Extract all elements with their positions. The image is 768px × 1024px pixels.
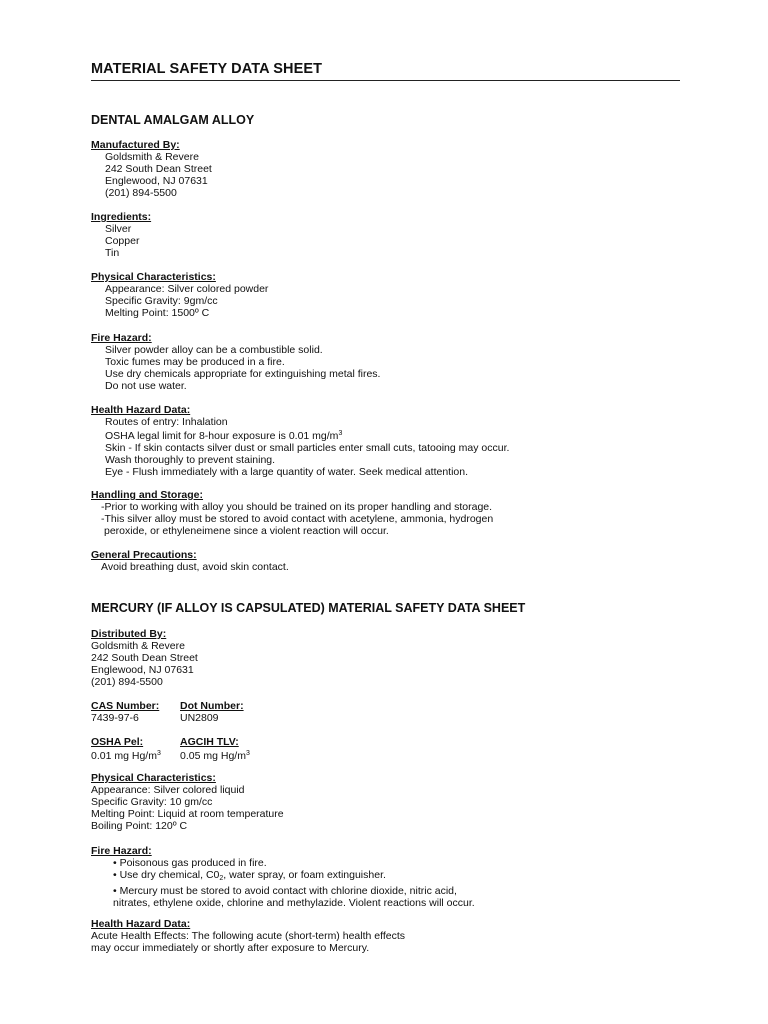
superscript: 3 [156,750,161,757]
ingredient-item: Copper [105,235,140,247]
physical-line: Specific Gravity: 9gm/cc [105,295,218,307]
dot-number-label: Dot Number: [180,700,244,712]
osha-pel-value [91,748,161,762]
fire-line: • Mercury must be stored to avoid contact with chlorine dioxide, nitric acid, [113,885,457,897]
health-line: Eye - Flush immediately with a large quantity of water. Seek medical attention. [105,466,469,478]
health-line: may occur immediately or shortly after exposure to Mercury. [91,942,370,954]
osha-agcih-block [91,736,391,762]
fire-line [91,869,475,885]
fire-text: , water spray, or foam extinguisher. [223,869,386,881]
health-line: Acute Health Effects: The following acute (short-term) health effects [91,930,405,942]
alloy-physical-block [91,271,268,319]
agcih-tlv-label: AGCIH TLV: [180,736,239,748]
handling-storage-label: Handling and Storage: [91,489,204,501]
ingredients-label: Ingredients: [91,211,152,223]
cas-number-value: 7439-97-6 [91,712,139,724]
mercury-heading: MERCURY (IF ALLOY IS CAPSULATED) MATERIAL SAFETY DATA SHEET [91,601,526,615]
physical-line: Specific Gravity: 10 gm/cc [91,796,213,808]
distributor-line: Englewood, NJ 07631 [91,664,194,676]
cas-number-label: CAS Number: [91,700,160,712]
fire-hazard-label: Fire Hazard: [91,332,152,344]
dot-number-value: UN2809 [180,712,219,724]
osha-limit-text: OSHA legal limit for 8-hour exposure is 0.01 mg/m [105,430,339,442]
distributed-by-block [91,628,198,688]
handling-line: peroxide, or ethyleneimene since a violent reaction will occur. [104,525,389,537]
ingredient-item: Silver [105,223,132,235]
osha-pel-text: 0.01 mg Hg/m [91,750,157,762]
distributor-line: 242 South Dean Street [91,652,198,664]
fire-text: • Use dry chemical, C0 [113,869,220,881]
alloy-fire-block [91,332,380,392]
handling-line: -Prior to working with alloy you should be trained on its proper handling and storage. [101,501,493,513]
fire-line: • Poisonous gas produced in fire. [113,857,267,869]
document-title: MATERIAL SAFETY DATA SHEET [91,61,680,81]
superscript: 3 [245,750,250,757]
health-hazard-label: Health Hazard Data: [91,918,191,930]
distributor-line: Goldsmith & Revere [91,640,185,652]
agcih-tlv-text: 0.05 mg Hg/m [180,750,246,762]
alloy-heading: DENTAL AMALGAM ALLOY [91,113,255,127]
physical-line: Melting Point: 1500º C [105,307,210,319]
general-precautions-label: General Precautions: [91,549,197,561]
physical-line: Melting Point: Liquid at room temperature [91,808,284,820]
fire-line: nitrates, ethylene oxide, chlorine and methylazide. Violent reactions will occur. [113,897,475,909]
distributed-by-label: Distributed By: [91,628,167,640]
cas-dot-block [91,700,391,726]
physical-characteristics-label: Physical Characteristics: [91,271,216,283]
superscript: 3 [338,430,343,437]
distributor-line: (201) 894-5500 [91,676,163,688]
health-line: Skin - If skin contacts silver dust or small particles enter small cuts, tatooing may occur. [105,442,510,454]
health-hazard-label: Health Hazard Data: [91,404,191,416]
health-line [91,428,509,442]
agcih-tlv-value [180,748,250,762]
osha-pel-label: OSHA Pel: [91,736,144,748]
fire-line: Use dry chemicals appropriate for extinguishing metal fires. [105,368,381,380]
physical-line: Appearance: Silver colored liquid [91,784,245,796]
fire-line: Silver powder alloy can be a combustible solid. [105,344,323,356]
subscript: 2 [219,875,224,882]
fire-line: Do not use water. [105,380,187,392]
handling-block [91,489,493,537]
physical-line: Appearance: Silver colored powder [105,283,269,295]
precautions-block [91,549,289,573]
physical-line: Boiling Point: 120º C [91,820,188,832]
mercury-fire-block [91,845,475,909]
manufacturer-line: (201) 894-5500 [105,187,177,199]
ingredients-block [91,211,151,259]
fire-line: Toxic fumes may be produced in a fire. [105,356,285,368]
manufacturer-line: Goldsmith & Revere [105,151,199,163]
manufactured-by-block [91,139,212,199]
manufacturer-line: Englewood, NJ 07631 [105,175,208,187]
precautions-line: Avoid breathing dust, avoid skin contact. [101,561,289,573]
fire-hazard-label: Fire Hazard: [91,845,152,857]
handling-line: -This silver alloy must be stored to avoid contact with acetylene, ammonia, hydrogen [101,513,494,525]
health-line: Wash thoroughly to prevent staining. [105,454,276,466]
mercury-health-block [91,918,405,954]
physical-characteristics-label: Physical Characteristics: [91,772,216,784]
manufacturer-line: 242 South Dean Street [105,163,212,175]
alloy-health-block [91,404,509,478]
mercury-physical-block [91,772,284,832]
manufactured-by-label: Manufactured By: [91,139,180,151]
ingredient-item: Tin [105,247,120,259]
health-line: Routes of entry: Inhalation [105,416,228,428]
